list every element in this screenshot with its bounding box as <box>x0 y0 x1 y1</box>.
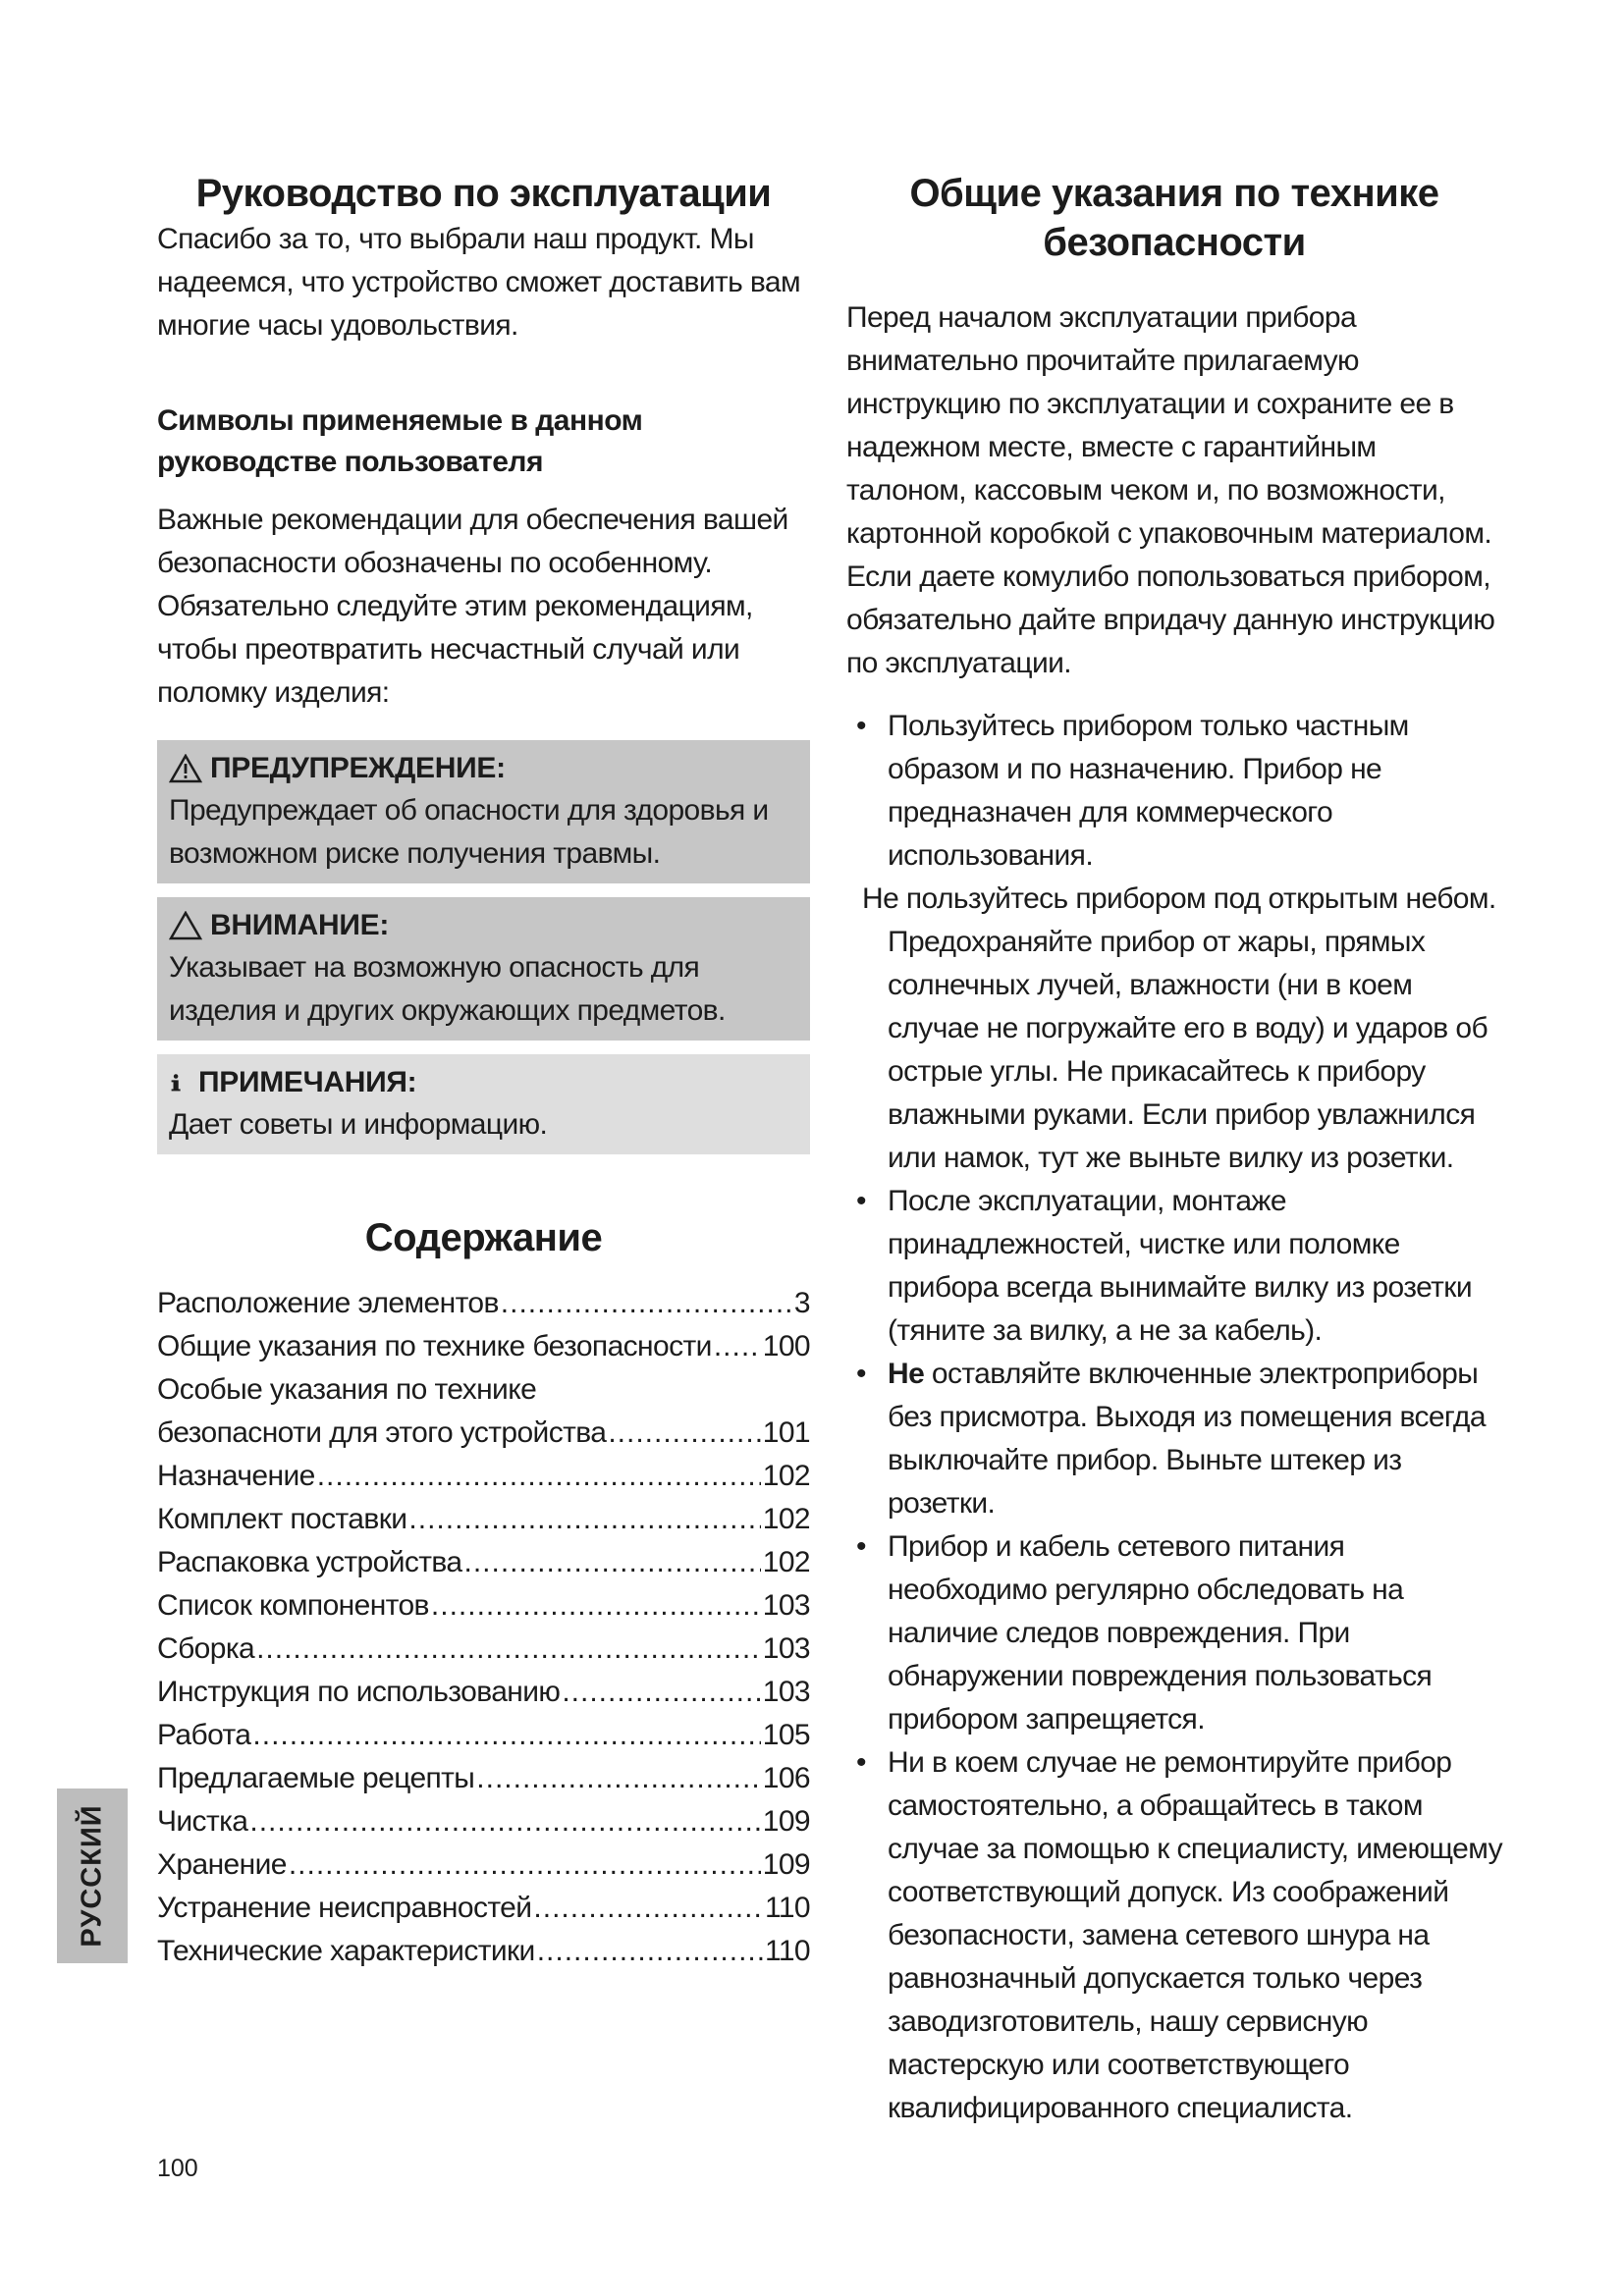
table-of-contents <box>157 1282 810 1973</box>
info-icon <box>169 1068 190 1097</box>
toc-item[interactable]: Устранение неисправностей ..... 110 <box>157 1887 810 1930</box>
left-column <box>157 169 810 1973</box>
warning-label: ПРЕДУПРЕЖДЕНИЕ: <box>210 752 506 784</box>
info-label: ПРИМЕЧАНИЯ: <box>198 1066 417 1098</box>
toc-item[interactable]: Комплект поставки ..... 102 <box>157 1498 810 1541</box>
symbols-paragraph: Важные рекомендации для обеспечения вашей безопасности обозначены по особенному. Обязательно следуйте этим рекомендациям, чтобы преотвратить несчастный случай или поломку изделия: <box>157 504 788 709</box>
right-column <box>846 169 1502 2130</box>
toc-item[interactable]: Технические характеристики ..... 110 <box>157 1930 810 1973</box>
caution-triangle-icon <box>169 911 202 940</box>
language-tab <box>57 1789 128 1963</box>
caution-text: Указывает на возможную опасность для изделия и других окружающих предметов. <box>169 951 726 1027</box>
toc-item[interactable]: Чистка ..... 109 <box>157 1800 810 1843</box>
intro-paragraph: Спасибо за то, что выбрали наш продукт. Мы надеемся, что устройство сможет доставить вам многие часы удовольствия. <box>157 223 801 342</box>
toc-item[interactable]: Назначение ..... 102 <box>157 1455 810 1498</box>
safety-title <box>846 169 1502 267</box>
toc-item[interactable]: Список компонентов ..... 103 <box>157 1584 810 1628</box>
toc-item[interactable]: Инструкция по использованию ..... 103 <box>157 1671 810 1714</box>
toc-item-prefix: Особые указания по технике <box>157 1373 537 1406</box>
list-item: • Не оставляйте включенные электроприборы без присмотра. Выходя из помещения всегда выключайте прибор. Выньте штекер из розетки. <box>856 1358 1486 1520</box>
list-item: • После эксплуатации, монтаже принадлежностей, чистке или поломке прибора всегда вынимайте вилку из розетки (тяните за вилку, а не за кабель). <box>856 1185 1472 1347</box>
safety-list <box>846 705 1502 2130</box>
toc-item[interactable]: Предлагаемые рецепты ..... 106 <box>157 1757 810 1800</box>
symbols-heading: Символы применяемые в данном руководстве пользователя <box>157 404 643 478</box>
list-item: Не пользуйтесь прибором под открытым небом. Предохраняйте прибор от жары, прямых солнечных лучей, влажности (ни в коем случае не погружайте его в воду) и ударов об острые углы. Не прикасайтесь к прибору влажными руками. Если прибор увлажнился или намок, тут же выньте вилку из розетки. <box>862 882 1496 1174</box>
list-item: • Пользуйтесь прибором только частным образом и по назначению. Прибор не предназначен для коммерческого использования. <box>856 710 1409 872</box>
toc-item[interactable]: Распаковка устройства ..... 102 <box>157 1541 810 1584</box>
list-item: • Ни в коем случае не ремонтируйте прибор самостоятельно, а обращайтесь в таком случае за помощью к специалисту, имеющему соответствующий допуск. Из соображений безопасности, замена сетевого шнура на равнозначный допускается только через заводизготовитель, нашу сервисную мастерскую или соответствующего квалифицированного специалиста. <box>856 1746 1502 2124</box>
manual-title: Руководство по эксплуатации <box>195 172 772 215</box>
language-tab-label: РУССКИЙ <box>76 1804 108 1948</box>
info-box <box>157 1054 810 1154</box>
warning-triangle-icon <box>169 754 202 783</box>
safety-intro: Перед началом эксплуатации прибора внимательно прочитайте прилагаемую инструкцию по эксплуатации и сохраните ее в надежном месте, вместе с гарантийным талоном, кассовым чеком и, по возможности, картонной коробкой с упаковочным материалом. Если даете комулибо попользоваться прибором, обязательно дайте впридачу данную инструкцию по эксплуатации. <box>846 301 1495 679</box>
caution-label: ВНИМАНИЕ: <box>210 909 390 941</box>
list-item: • Прибор и кабель сетевого питания необходимо регулярно обследовать на наличие следов повреждения. При обнаружении повреждения пользоваться прибором запрещяется. <box>856 1530 1433 1735</box>
warning-text: Предупреждает об опасности для здоровья и возможном риске получения травмы. <box>169 794 769 870</box>
warning-box <box>157 740 810 883</box>
toc-item[interactable]: Общие указания по технике безопасности ..... 100 <box>157 1325 810 1368</box>
toc-item[interactable]: Хранение ..... 109 <box>157 1843 810 1887</box>
page-number: 100 <box>157 2155 198 2182</box>
toc-item[interactable]: безопасноти для этого устройства ..... 101 <box>157 1412 810 1455</box>
toc-item[interactable]: Сборка ..... 103 <box>157 1628 810 1671</box>
info-text: Дает советы и информацию. <box>169 1108 548 1141</box>
toc-item[interactable]: Расположение элементов ..... 3 <box>157 1282 810 1325</box>
safety-title-line1: Общие указания по технике <box>909 172 1439 215</box>
toc-item[interactable]: Работа ..... 105 <box>157 1714 810 1757</box>
safety-title-line2: безопасности <box>1043 221 1306 264</box>
caution-box <box>157 897 810 1041</box>
toc-title: Содержание <box>364 1216 603 1259</box>
